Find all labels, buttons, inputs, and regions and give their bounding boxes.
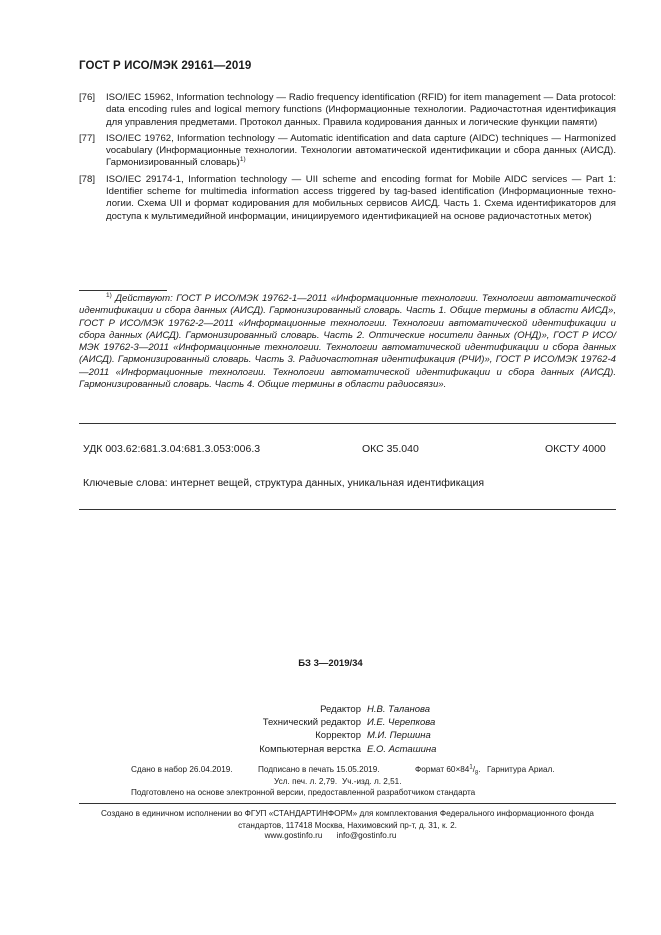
entry-text: ISO/IEC 15962, Information technology — Radio frequency identification (RFID) for item management — Data protocol: data encoding rules and logical memory functions (Информационные технологии. Радиочастотная идентификация для управления предметами. Протокол данных. Правила кодирования данных и логические функции памяти)	[106, 92, 616, 128]
keywords: Ключевые слова: интернет вещей, структура данных, уникальная идентификация	[83, 477, 485, 489]
credit-role: Редактор	[320, 704, 361, 715]
credit-role: Технический редактор	[262, 717, 361, 729]
footnote	[79, 293, 616, 391]
typeface: Гарнитура Ариал.	[487, 765, 555, 774]
credits-names	[361, 703, 481, 756]
email-link[interactable]: info@gostinfo.ru	[336, 831, 397, 840]
website-link[interactable]: www.gostinfo.ru	[264, 831, 323, 840]
credits-roles	[150, 703, 361, 756]
footnote-marker: 1)	[106, 291, 112, 299]
oks-code: ОКС 35.040	[362, 443, 419, 455]
credit-name: М.И. Першина	[367, 730, 431, 742]
bibliography-list	[79, 92, 616, 227]
entry-text: ISO/IEC 29174-1, Information technology — UII scheme and encoding format for Mobile AIDC services — Part 1: Identifier scheme for multimedia information access triggered by tag-based identification (Информационные технологии. Схема UII и формат кодирования для мобильных сервисов АИСД. Часть 1. Схема идентификаторов для доступа к мультимедийной информации, инициируемого идентификацией на основе радиочастотных меток)	[106, 173, 616, 222]
entry-number: [76]	[79, 92, 96, 103]
footnote-separator	[79, 290, 167, 291]
document-header: ГОСТ Р ИСО/МЭК 29161—2019	[79, 60, 252, 72]
credit-name: И.Е. Черепкова	[367, 717, 436, 729]
footnote-reference: 1)	[239, 156, 246, 164]
okstu-code: ОКСТУ 4000	[545, 443, 606, 455]
print-sheets: Усл. печ. л. 2,79.	[274, 777, 338, 786]
paper-format: Формат $60\times 84^1/_8$.	[415, 764, 481, 777]
bibliography-entry	[79, 174, 616, 223]
divider	[79, 509, 616, 510]
publisher-sheets: Уч.-изд. л. 2,51.	[342, 777, 402, 786]
entry-number: [77]	[79, 132, 96, 144]
entry-text: ISO/IEC 19762, Information technology — Automatic identification and data capture (AIDC) techniques — Harmonized vocabulary (Информационные технологии. Технологии автоматической идентификации и сбора данных (АИСД). Гармонизированный словарь)	[106, 132, 616, 169]
divider	[79, 423, 616, 424]
publisher-info: Создано в единичном исполнении во ФГУП «СТАНДАРТИНФОРМ» для комплектования Федерального информационного фонда стандартов, 117418 Москва, Нахимовский пр-т, д. 31, к. 2.	[101, 809, 594, 830]
credit-role: Компьютерная верстка	[259, 743, 361, 755]
contacts	[0, 831, 661, 840]
bz-number: БЗ 3—2019/34	[298, 658, 363, 669]
bibliography-entry	[79, 133, 616, 170]
bibliography-entry	[79, 92, 616, 129]
footnote-text: Действуют: ГОСТ Р ИСО/МЭК 19762-1—2011 «Информационные технологии. Технологии автоматической идентификации и сбора данных (АИСД). Гармонизированный словарь. Часть 1. Общие термины в области АИСД», ГОСТ Р ИСО/МЭК 19762-2—2011 «Информационные технологии. Технологии автоматической идентификации и сбора данных (АИСД). Гармонизированный словарь. Часть 2. Оптические носители данных (ОНД)», ГОСТ Р ИСО/МЭК 19762-3—2011 «Информационные технологии. Технологии автоматической идентификации и сбора данных (АИСД). Гармонизированный словарь. Часть 3. Радиочастотная идентификация (РЧИ)», ГОСТ Р ИСО/МЭК 19762-4—2011 «Информационные технологии. Технологии автоматической идентификации и сбора данных (АИСД). Гармонизированный словарь. Часть 4. Общие термины в области радиосвязи».	[79, 293, 616, 391]
entry-number: [78]	[79, 173, 96, 185]
credit-name: Н.В. Таланова	[367, 704, 431, 715]
signed-date: Подписано в печать 15.05.2019.	[258, 765, 380, 774]
udk-code: УДК 003.62:681.3.04:681.3.053:006.3	[83, 443, 261, 455]
submitted-date: Сдано в набор 26.04.2019.	[131, 765, 233, 774]
credit-name: Е.О. Асташина	[367, 743, 437, 755]
prepared-note: Подготовлено на основе электронной версии, предоставленной разработчиком стандарта	[131, 788, 476, 797]
credit-role: Корректор	[315, 730, 361, 742]
divider	[79, 803, 616, 804]
